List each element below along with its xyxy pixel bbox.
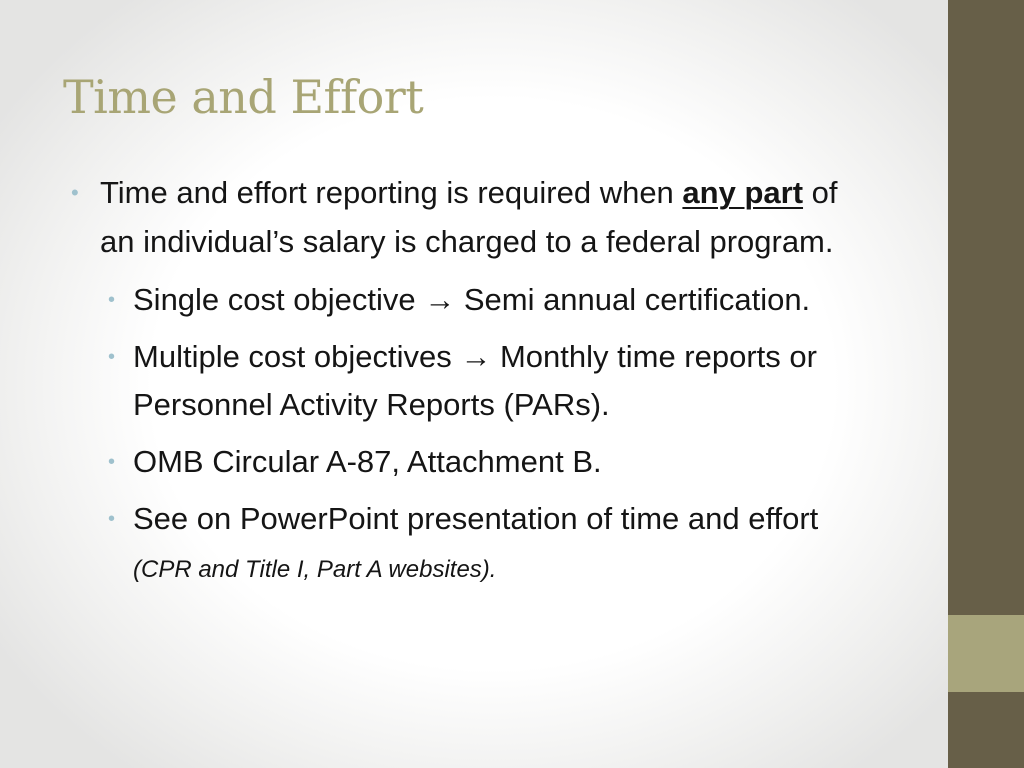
sub-bullet-text: Single cost objective → Semi annual certification. bbox=[133, 282, 811, 317]
bullet-item bbox=[63, 168, 870, 266]
sub-bullet-item bbox=[108, 495, 863, 594]
sub-bullet-text: Multiple cost objectives → Monthly time reports or Personnel Activity Reports (PARs). bbox=[133, 339, 817, 422]
bullet-icon: • bbox=[108, 346, 116, 368]
decorative-sidebar-accent bbox=[948, 615, 1024, 692]
bullet-icon: • bbox=[108, 451, 116, 473]
sub-bullet-text: See on PowerPoint presentation of time and effort bbox=[133, 501, 819, 536]
sub-bullet-text: OMB Circular A-87, Attachment B. bbox=[133, 444, 602, 479]
bullet-icon: • bbox=[71, 180, 79, 205]
slide-title: Time and Effort bbox=[63, 70, 424, 124]
bullet-text-pre: Time and effort reporting is required when bbox=[100, 175, 683, 210]
bullet-icon: • bbox=[108, 289, 116, 311]
sub-bullet-note: (CPR and Title I, Part A websites). bbox=[133, 556, 497, 583]
slide-body bbox=[63, 168, 883, 594]
sub-bullet-item bbox=[108, 276, 863, 324]
bullet-emphasis: any part bbox=[682, 175, 804, 210]
bullet-text-post: of an individual’s salary is charged to a federal program. bbox=[100, 175, 838, 259]
sub-bullet-item bbox=[108, 438, 863, 486]
bullet-icon: • bbox=[108, 508, 116, 530]
sub-bullet-item bbox=[108, 333, 863, 429]
